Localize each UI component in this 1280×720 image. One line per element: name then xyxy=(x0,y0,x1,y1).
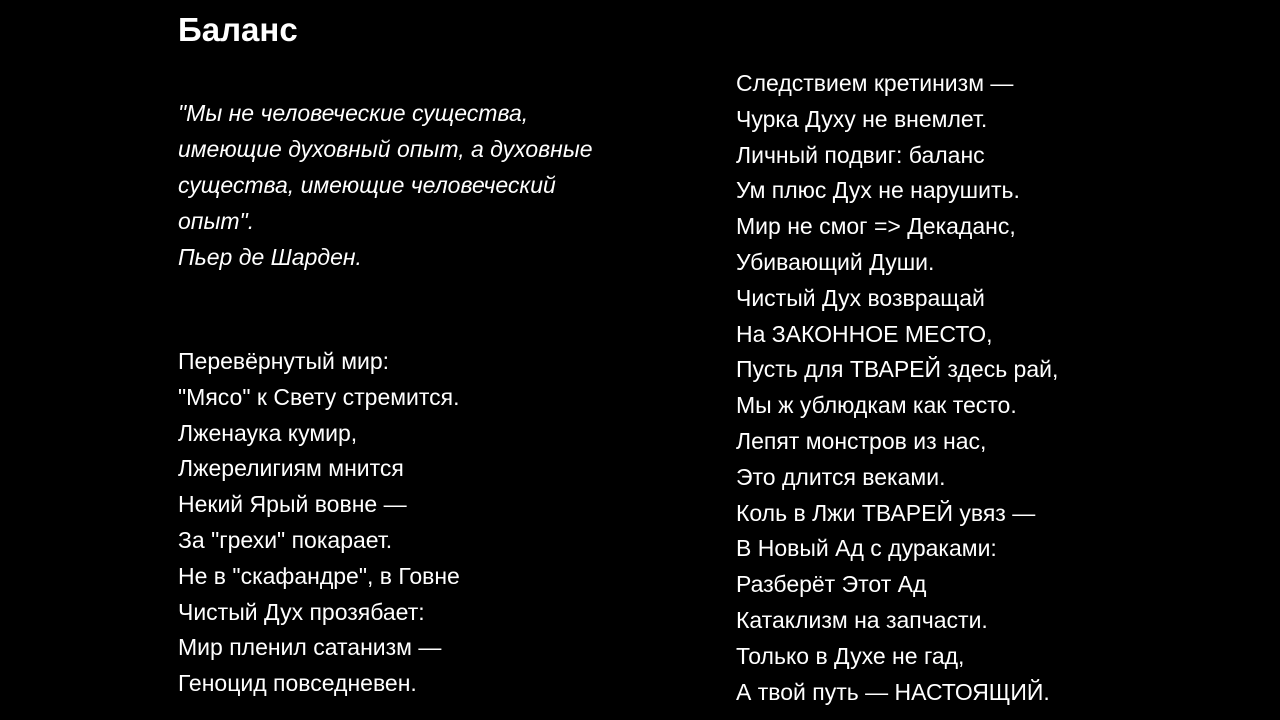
epigraph-line: опыт". xyxy=(178,208,255,234)
poem-right-column xyxy=(736,66,1058,710)
epigraph-line: имеющие духовный опыт, а духовные xyxy=(178,136,593,162)
poem-line: Не в "скафандре", в Говне xyxy=(178,562,460,589)
epigraph-author: Пьер де Шарден. xyxy=(178,244,362,270)
poem-line: "Мясо" к Свету стремится. xyxy=(178,383,460,410)
poem-line: Ум плюс Дух не нарушить. xyxy=(736,177,1020,204)
poem-line: Мир пленил сатанизм — xyxy=(178,634,442,661)
epigraph-line: существа, имеющие человеческий xyxy=(178,172,556,198)
poem-line: Пусть для ТВАРЕЙ здесь рай, xyxy=(736,356,1059,383)
poem-line: Лепят монстров из нас, xyxy=(736,427,987,454)
poem-line: Чистый Дух прозябает: xyxy=(178,598,425,625)
poem-line: Мы ж ублюдкам как тесто. xyxy=(736,392,1017,419)
poem-line: Перевёрнутый мир: xyxy=(178,348,390,374)
poem-title: Баланс xyxy=(178,11,298,48)
epigraph-line: "Мы не человеческие существа, xyxy=(178,100,529,126)
poem-line: На ЗАКОННОЕ МЕСТО, xyxy=(736,320,993,347)
poem-line: Убивающий Души. xyxy=(736,248,935,275)
poem-line: Следствием кретинизм — xyxy=(736,70,1014,96)
poem-left-column xyxy=(178,344,460,702)
poem-line: Чурка Духу не внемлет. xyxy=(736,105,988,132)
poem-line: Некий Ярый вовне — xyxy=(178,491,407,518)
poem-line: Катаклизм на запчасти. xyxy=(736,606,988,633)
poem-line: Лжерелигиям мнится xyxy=(178,455,404,482)
epigraph xyxy=(178,95,678,275)
poem-line: В Новый Ад с дураками: xyxy=(736,535,997,562)
poem-line: Только в Духе не гад, xyxy=(736,642,965,669)
poem-line: Мир не смог => Декаданс, xyxy=(736,213,1016,240)
poem-line: Это длится веками. xyxy=(736,463,946,490)
poem-line: Разберёт Этот Ад xyxy=(736,571,927,598)
poem-line: За "грехи" покарает. xyxy=(178,526,393,553)
poem-line: Лженаука кумир, xyxy=(178,419,358,446)
poem-line: Коль в Лжи ТВАРЕЙ увяз — xyxy=(736,499,1036,526)
poem-line: Личный подвиг: баланс xyxy=(736,141,985,168)
poem-line: Чистый Дух возвращай xyxy=(736,284,985,311)
poem-line: Геноцид повседневен. xyxy=(178,670,417,697)
poem-line: А твой путь — НАСТОЯЩИЙ. xyxy=(736,678,1050,705)
